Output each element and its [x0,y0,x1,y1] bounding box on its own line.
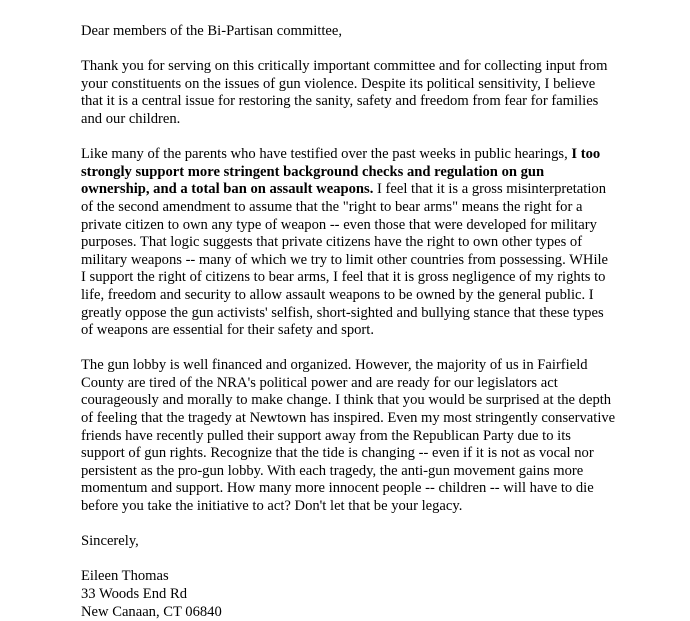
closing: Sincerely, [81,533,139,550]
paragraph-intro: Thank you for serving on this critically important committee and for collecting input from your constituents on the issues of gun violence. Despite its political sensitivity, I believe that it is a central issue for restoring the sanity, safety and freedom from fear for families and our children. [81,58,608,127]
address-line-1: 33 Woods End Rd [81,586,187,602]
letter-body [81,23,616,621]
paragraph-position [81,146,616,340]
address-line-2: New Canaan, CT 06840 [81,603,222,620]
paragraph-position-rest: I feel that it is a gross misinterpretation of the second amendment to assume that the "right to bear arms" means the right for a private citizen to own any type of weapon -- even those that were developed for military purposes. That logic suggests that private citizens have the right to own other types of military weapons -- many of which we try to limit other countries from possessing. WHile I support the right of citizens to bear arms, I feel that it is gross negligence of my rights to life, freedom and security to allow assault weapons to be owned by the general public. I greatly oppose the gun activists' selfish, short-sighted and bullying stance that these types of weapons are essential for their safety and sport. [81,181,609,339]
paragraph-gun-lobby: The gun lobby is well financed and organized. However, the majority of us in Fairfield County are tired of the NRA's political power and are ready for our legislators act courageously and morally to make change. I think that you would be surprised at the depth of feeling that the tragedy at Newtown has inspired. Even my most stringently conservative friends have recently pulled their support away from the Republican Party due to its support of gun rights. Recognize that the tide is changing -- even if it is not as vocal nor persistent as the pro-gun lobby. With each tragedy, the anti-gun movement gains more momentum and support. How many more innocent people -- children -- will have to die before you take the initiative to act? Don't let that be your legacy. [81,357,616,515]
paragraph-position-start: Like many of the parents who have testified over the past weeks in public hearings, [81,146,572,163]
paragraph-position-bold: I too strongly support more stringent background checks and regulation on gun ownership, and a total ban on assault weapons. [81,146,601,198]
salutation: Dear members of the Bi-Partisan committee, [81,23,342,39]
signer-name: Eileen Thomas [81,568,169,585]
